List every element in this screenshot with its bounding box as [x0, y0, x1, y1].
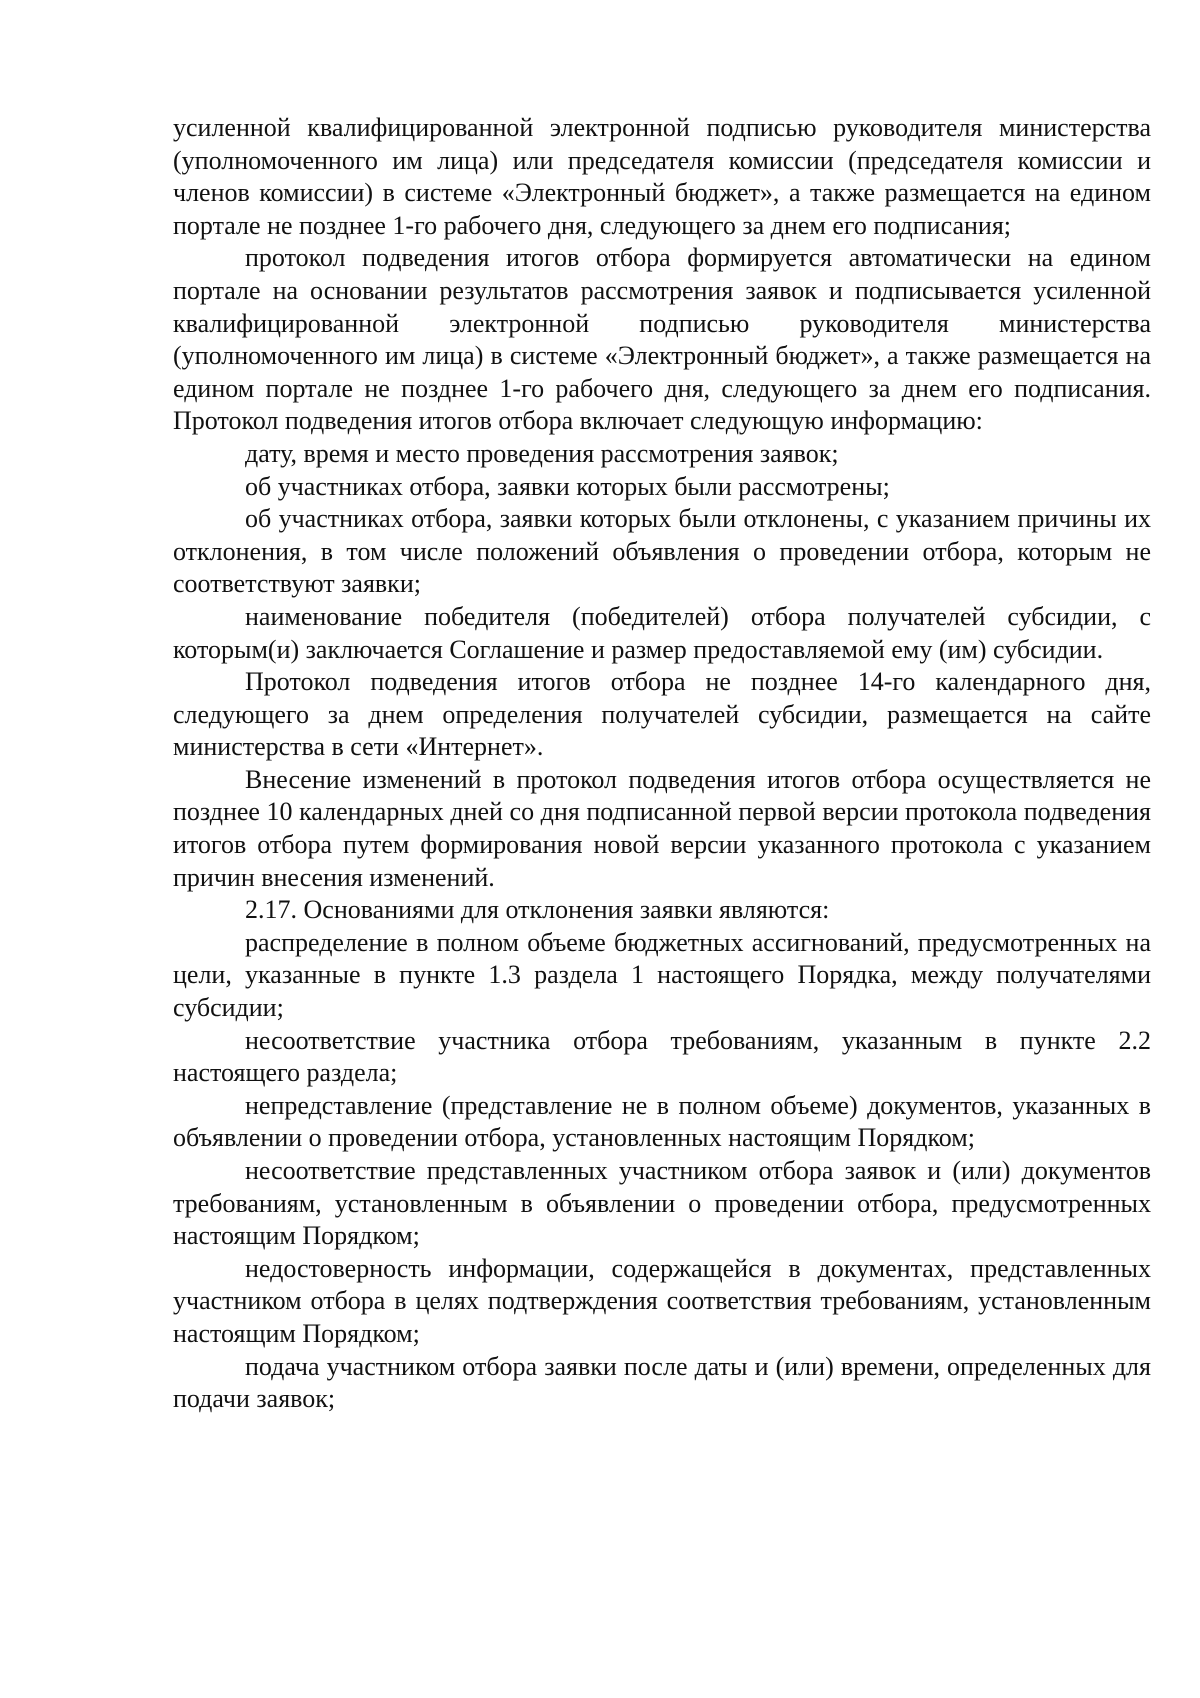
paragraph-late-submission: подача участником отбора заявки после даты и (или) времени, определенных для подачи заявок;: [173, 1351, 1151, 1414]
paragraph-protocol-publication: Протокол подведения итогов отбора не позднее 14-го календарного дня, следующего за днем определения получателей субсидии, размещается на сайте министерства в сети «Интернет».: [173, 667, 1151, 762]
document-page: [173, 112, 1151, 1416]
paragraph-protocol-summary: протокол подведения итогов отбора формируется автоматически на едином портале на основании результатов рассмотрения заявок и подписывается усиленной квалифицированной электронной подписью руководителя министерства (уполномоченного им лица) в системе «Электронный бюджет», а также размещается на едином портале не позднее 1-го рабочего дня, следующего за днем его подписания. Протокол подведения итогов отбора включает следующую информацию:: [173, 243, 1151, 436]
paragraph-date-time-place: дату, время и место проведения рассмотрения заявок;: [245, 438, 839, 468]
paragraph-participants-reviewed: об участниках отбора, заявки которых были рассмотрены;: [245, 471, 890, 501]
paragraph-section-2-17-heading: 2.17. Основаниями для отклонения заявки являются:: [245, 895, 830, 925]
paragraph-protocol-changes: Внесение изменений в протокол подведения итогов отбора осуществляется не позднее 10 календарных дней со дня подписанной первой версии протокола подведения итогов отбора путем формирования новой версии указанного протокола с указанием причин внесения изменений.: [173, 764, 1151, 892]
paragraph-participant-nonconformity: несоответствие участника отбора требованиям, указанным в пункте 2.2 настоящего раздела;: [173, 1025, 1151, 1088]
paragraph-winner-name: наименование победителя (победителей) отбора получателей субсидии, с которым(и) заключается Соглашение и размер предоставляемой ему (им) субсидии.: [173, 601, 1151, 664]
paragraph-participants-rejected: об участниках отбора, заявки которых были отклонены, с указанием причины их отклонения, в том числе положений объявления о проведении отбора, которым не соответствуют заявки;: [173, 504, 1151, 599]
paragraph-documents-not-submitted: непредставление (представление не в полном объеме) документов, указанных в объявлении о проведении отбора, установленных настоящим Порядком;: [173, 1090, 1151, 1153]
paragraph-budget-allocation: распределение в полном объеме бюджетных ассигнований, предусмотренных на цели, указанные в пункте 1.3 раздела 1 настоящего Порядка, между получателями субсидии;: [173, 927, 1151, 1023]
paragraph-signature-continuation: усиленной квалифицированной электронной подписью руководителя министерства (уполномоченного им лица) или председателя комиссии (председателя комиссии и членов комиссии) в системе «Электронный бюджет», а также размещается на едином портале не позднее 1-го рабочего дня, следующего за днем его подписания;: [173, 113, 1151, 240]
paragraph-documents-nonconformity: несоответствие представленных участником отбора заявок и (или) документов требованиям, установленным в объявлении о проведении отбора, предусмотренных настоящим Порядком;: [173, 1156, 1151, 1251]
paragraph-information-unreliable: недостоверность информации, содержащейся в документах, представленных участником отбора в целях подтверждения соответствия требованиям, установленным настоящим Порядком;: [173, 1253, 1151, 1348]
